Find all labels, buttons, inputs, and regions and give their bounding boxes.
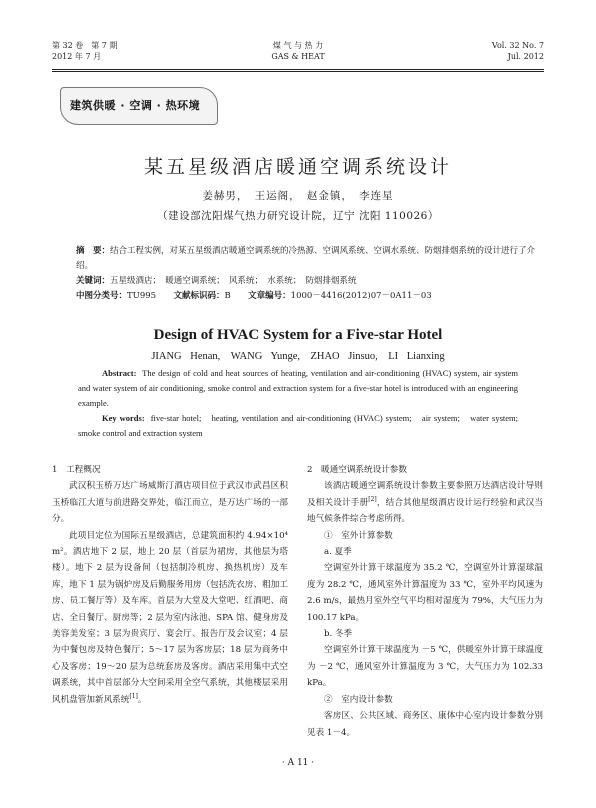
body-column-right: [307, 462, 543, 741]
doc-code-value: B: [224, 291, 231, 301]
journal-name-cn: 煤 气 与 热 力: [272, 41, 324, 50]
keywords-en: [78, 411, 527, 441]
keywords-cn: [52, 274, 544, 289]
keywords-cn-label: 关键词：: [76, 276, 111, 286]
header-right: [492, 40, 544, 62]
date-en: Jul. 2012: [507, 52, 544, 61]
citation-1: [1]: [129, 692, 138, 700]
header-rule: [52, 69, 544, 70]
abstract-en-body: [78, 366, 518, 411]
authors-cn: 姜赫男， 王运阁， 赵金镇， 李连星: [202, 190, 394, 202]
section-1-paragraph-2: [52, 528, 288, 708]
section-2-heading: 2 暖通空调系统设计参数: [307, 465, 407, 475]
doc-code-label: 文献标识码：: [173, 291, 225, 301]
volume-en: Vol. 32 No. 7: [491, 41, 544, 50]
summer-paragraph: 空调室外计算干球温度为 35.2 ℃，空调室外计算湿球温度为 28.2 ℃，通风室外计算温度为 33 ℃，室外平均风速为 2.6 m/s，最热月室外空气平均相对湿度为 79%，大气压力为 100.17 kPa。: [307, 563, 543, 623]
abstract-cn: [52, 244, 544, 304]
keywords-en-text: five-star hotel; heating, ventilation and air-conditioning (HVAC) system; air system; water system; smoke control and extraction system: [78, 413, 527, 438]
abstract-en-label: Abstract:: [102, 368, 137, 378]
page-number: · A 11 ·: [281, 758, 315, 768]
abstract-en-text: The design of cold and heat sources of heating, ventilation and air-conditioning (HVAC) system, air system and water system of air conditioning, smoke control and extraction system for a five-star hotel is introduced with an engineering example.: [78, 368, 518, 408]
journal-name-en: GAS & HEAT: [271, 52, 325, 61]
indoor-params-heading: ② 室内设计参数: [324, 694, 393, 705]
citation-2: [2]: [368, 495, 377, 503]
abstract-cn-text: 结合工程实例，对某五星级酒店暖通空调系统的冷热源、空调风系统、空调水系统、防烟排烟系统的设计进行了介绍。: [76, 246, 536, 271]
abstract-cn-body: [52, 244, 544, 274]
indoor-params-paragraph: 客房区、公共区域、商务区、康体中心室内设计参数分别见表 1－4。: [307, 711, 543, 738]
abstract-cn-label: 摘 要：: [76, 246, 111, 256]
section-2-paragraph-1a: 该酒店暖通空调系统设计参数主要参照万达酒店设计导则及相关设计手册: [307, 481, 543, 508]
section-2-paragraph-1: [307, 478, 543, 527]
body-column-left: [52, 462, 288, 708]
keywords-en-label: Key words:: [102, 413, 145, 423]
header-center: [52, 40, 544, 62]
section-2-paragraph-1b: ，结合其他星级酒店设计运行经验和武汉当地气候条件综合考虑所得。: [307, 497, 543, 525]
section-1-paragraph-2-end: 。: [137, 694, 147, 705]
header-rule-2: [52, 71, 544, 72]
running-header: [52, 40, 544, 70]
volume-cn: 第 32 卷 第 7 期: [52, 41, 118, 50]
classification-line: [52, 289, 544, 304]
article-number-value: 1000－4416(2012)07－0A11－03: [290, 291, 432, 301]
outdoor-params-heading: ① 室外计算参数: [324, 530, 393, 541]
authors-en: JIANG Henan, WANG Yunge, ZHAO Jinsuo, LI Lianxing: [151, 351, 445, 362]
keywords-cn-text: 五星级酒店； 暖通空调系统； 风系统； 水系统； 防烟排烟系统: [110, 276, 357, 286]
section-banner-label: 建筑供暖 · 空调 · 热环境: [70, 99, 201, 112]
clc-label: 中图分类号：: [76, 291, 128, 301]
section-1-paragraph-2-text: 此项目定位为国际五星级酒店，总建筑面积约 4.94×10⁴ m²。酒店地下 2 层，地上 20 层（首层为裙房，其他层为塔楼）。地下 2 层为设备间（包括制冷机房、换热机房）及车库，地下 1 层为锅炉房及后勤服务用房（包括洗衣房、粗加工房、员工餐厅等）及车库。首层为大堂及大堂吧、红酒吧、商店、全日餐厅、厨房等；2 层为室内泳池、SPA 馆、健身房及美容美发室；3 层为贵宾厅、宴会厅、报告厅及会议室；4 层为中餐包房及特色餐厅；5～17 层为客房层；18 层为商务中心及客房；19～20 层为总统套房及客房。酒店采用集中式空调系统，其中首层部分大空间采用全空气系统，其他楼层采用风机盘管加新风系统: [52, 530, 288, 705]
article-title-en: Design of HVAC System for a Five-star Hotel: [153, 327, 443, 343]
winter-heading: b. 冬季: [324, 629, 353, 640]
article-title-cn: 某五星级酒店暖通空调系统设计: [143, 156, 452, 178]
affiliation-cn: （建设部沈阳煤气热力研究设计院，辽宁 沈阳 110026）: [157, 210, 439, 222]
summer-heading: a. 夏季: [324, 547, 352, 558]
winter-paragraph: 空调室外计算干球温度为 －5 ℃，供暖室外计算干球温度为 －2 ℃，通风室外计算温度为 3 ℃，大气压力为 102.33 kPa。: [307, 645, 543, 689]
abstract-en: [78, 366, 527, 441]
section-1-paragraph-1: 武汉积玉桥万达广场威斯汀酒店项目位于武汉市武昌区积玉桥临江大道与前进路交界处，临江而立，是万达广场的一部分。: [52, 481, 288, 525]
date-cn: 2012 年 7 月: [52, 52, 102, 61]
article-number-label: 文章编号：: [248, 291, 291, 301]
section-banner: [60, 87, 216, 123]
section-1-heading: 1 工程概况: [52, 465, 101, 475]
clc-value: TU995: [127, 291, 157, 301]
